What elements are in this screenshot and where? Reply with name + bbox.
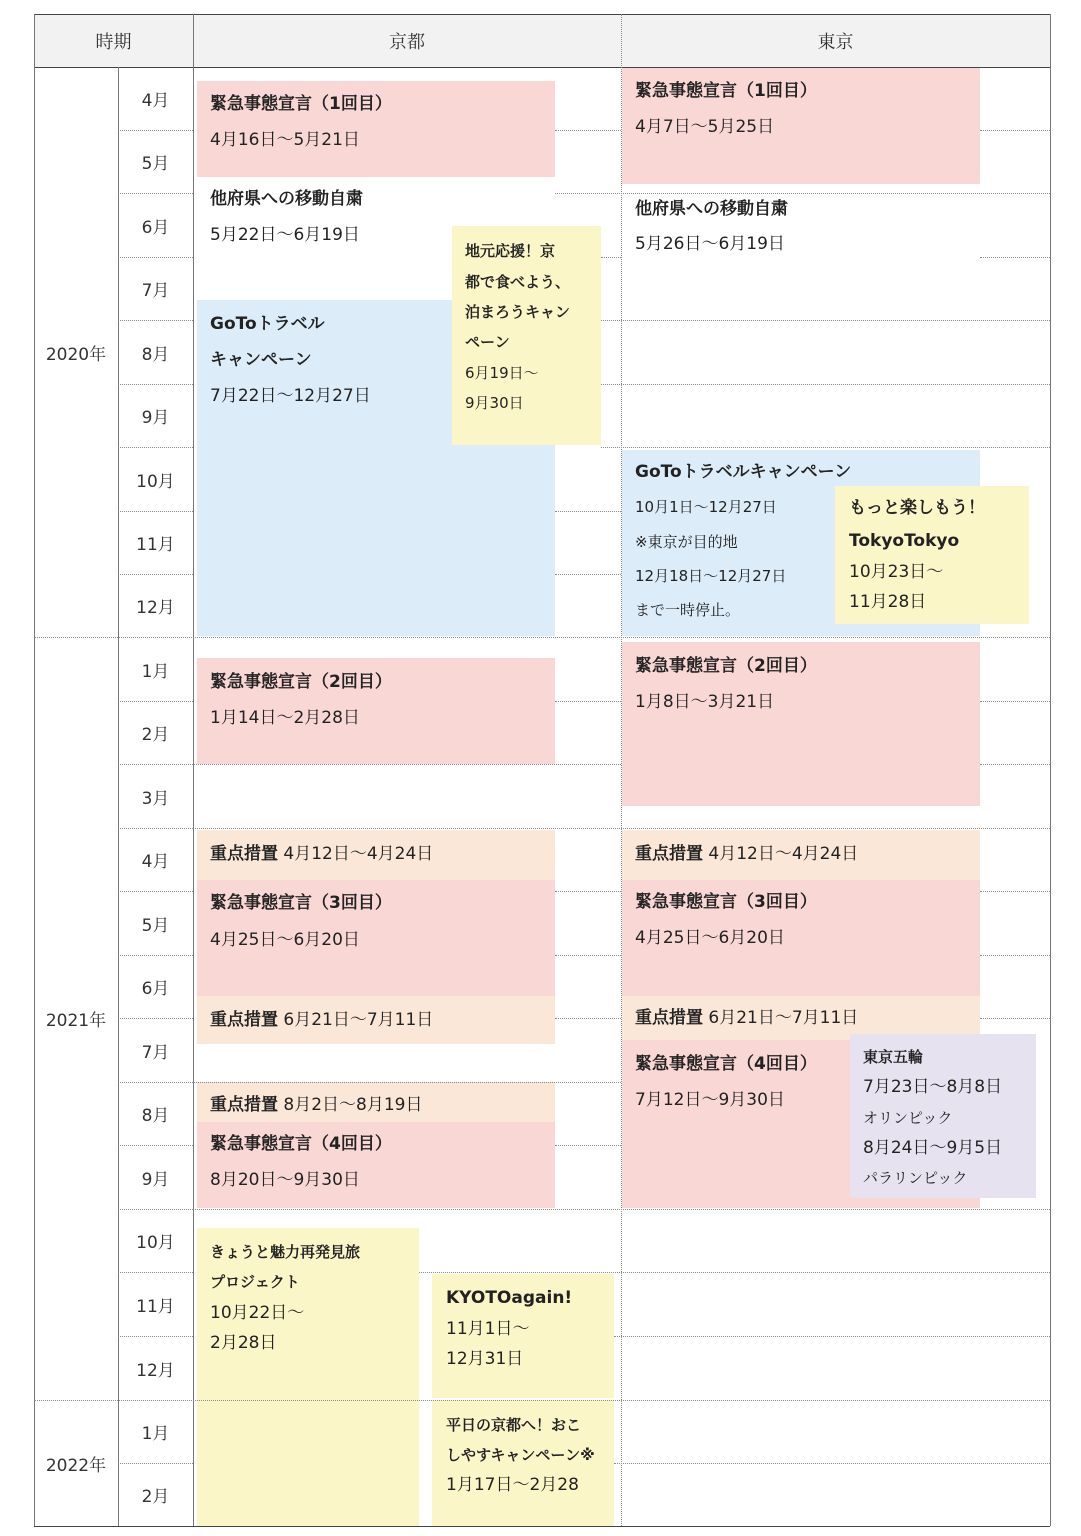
kyoto-emergency4-dates: 8月20日～9月30日 — [210, 1170, 360, 1190]
month-cell: 6月 — [141, 217, 170, 238]
grid-row-line — [193, 1082, 621, 1083]
tokyo-travel-restraint-dates: 5月26日～6月19日 — [635, 234, 785, 254]
tokyo-emergency2-dates: 1月8日～3月21日 — [635, 692, 775, 712]
kyoto-goto-line2: キャンペーン — [210, 350, 312, 370]
kyoto-local-support-line2: 都で食べよう、 — [465, 273, 571, 291]
grid-row-line — [555, 891, 621, 892]
tokyo-priority2-dates: 6月21日～7月11日 — [708, 1008, 859, 1028]
month-cell: 12月 — [136, 598, 175, 618]
month-cell: 1月 — [141, 661, 170, 682]
grid-row-line — [980, 130, 1050, 131]
tokyo-motto-line2: TokyoTokyo — [849, 531, 960, 551]
kyoto-travel-restraint-dates: 5月22日～6月19日 — [210, 225, 360, 245]
month-cell: 5月 — [141, 915, 170, 936]
grid-row-line — [980, 955, 1050, 956]
month-cell: 4月 — [141, 852, 170, 872]
header-tokyo: 東京 — [621, 14, 1050, 67]
kyoto-again-line2: 11月1日～ — [446, 1319, 530, 1339]
tokyo-priority1-dates: 4月12日～4月24日 — [708, 844, 859, 864]
grid-row-line — [193, 828, 1050, 829]
tokyo-olympics-line5: パラリンピック — [863, 1169, 968, 1187]
tokyo-priority2-label: 重点措置 — [635, 1008, 703, 1028]
month-cell: 7月 — [141, 1042, 170, 1063]
tokyo-motto-line4: 11月28日 — [849, 592, 927, 612]
tokyo-olympics-line2: 7月23日～8月8日 — [863, 1077, 1003, 1097]
kyoto-local-support-line6: 9月30日 — [465, 394, 524, 412]
kyoto-emergency3-dates: 4月25日～6月20日 — [210, 930, 360, 950]
grid-row-line — [555, 511, 621, 512]
year-2021: 2021年 — [45, 1011, 107, 1031]
tokyo-olympics-line3: オリンピック — [863, 1109, 953, 1127]
grid-row-line — [980, 257, 1050, 258]
kyoto-priority2-label: 重点措置 — [210, 1010, 278, 1030]
tokyo-emergency1-dates: 4月7日～5月25日 — [635, 117, 775, 137]
grid-row-line — [601, 257, 621, 258]
grid-month-kyoto — [193, 14, 194, 1526]
kyoto-emergency2-dates: 1月14日～2月28日 — [210, 708, 360, 728]
grid-row-line — [193, 1209, 1050, 1210]
month-cell: 12月 — [136, 1360, 175, 1381]
header-kyoto: 京都 — [193, 14, 621, 67]
month-cell: 10月 — [136, 471, 175, 492]
kyoto-rediscover-line2: プロジェクト — [210, 1273, 300, 1291]
month-cell: 2月 — [141, 1487, 170, 1507]
tokyo-emergency3-dates: 4月25日～6月20日 — [635, 928, 785, 948]
grid-row-line — [614, 1336, 1050, 1337]
kyoto-local-support-line3: 泊まろうキャン — [465, 303, 571, 321]
tokyo-travel-restraint-title: 他府県への移動自粛 — [635, 199, 788, 219]
grid-kyoto-tokyo — [621, 14, 622, 1526]
kyoto-goto-line1: GoToトラベル — [210, 314, 325, 334]
kyoto-priority3 — [210, 1094, 423, 1116]
kyoto-weekday-line2: しやすキャンペーン※ — [446, 1446, 595, 1464]
tokyo-goto-note1: ※東京が目的地 — [635, 533, 738, 551]
grid-row-line — [980, 764, 1050, 765]
grid-row-line — [555, 955, 621, 956]
grid-row-line — [980, 891, 1050, 892]
month-cell: 8月 — [141, 1106, 170, 1126]
tokyo-emergency2-title: 緊急事態宣言（2回目） — [635, 656, 817, 676]
month-cell: 6月 — [141, 979, 170, 999]
kyoto-emergency1-title: 緊急事態宣言（1回目） — [210, 94, 392, 114]
kyoto-priority1 — [210, 843, 433, 865]
kyoto-emergency2-title: 緊急事態宣言（2回目） — [210, 672, 392, 692]
grid-row-line — [419, 1272, 1050, 1273]
grid-row-line — [601, 320, 1050, 321]
grid-row-line — [555, 1145, 621, 1146]
kyoto-local-support-line1: 地元応援！京 — [465, 242, 556, 260]
grid-bottom — [34, 1526, 1050, 1527]
month-cell: 9月 — [141, 1169, 170, 1190]
month-cell: 1月 — [141, 1424, 170, 1444]
month-cell: 4月 — [141, 91, 170, 111]
year-2022: 2022年 — [45, 1455, 107, 1476]
grid-top — [34, 14, 1050, 15]
grid-row-line — [601, 384, 1050, 385]
grid-row-line — [555, 1018, 621, 1019]
tokyo-motto-line3: 10月23日～ — [849, 562, 944, 582]
kyoto-emergency3-title: 緊急事態宣言（3回目） — [210, 893, 392, 913]
month-cell: 11月 — [136, 1296, 175, 1317]
grid-row-line — [555, 193, 1050, 194]
grid-row-line — [555, 701, 621, 702]
tokyo-emergency3-title: 緊急事態宣言（3回目） — [635, 892, 817, 912]
kyoto-weekday-line1: 平日の京都へ！おこ — [446, 1416, 582, 1434]
tokyo-goto-note2: 12月18日～12月27日 — [635, 567, 787, 585]
kyoto-emergency4-title: 緊急事態宣言（4回目） — [210, 1134, 392, 1154]
kyoto-priority1-label: 重点措置 — [210, 844, 278, 864]
tokyo-goto-dates: 10月1日～12月27日 — [635, 498, 777, 516]
month-cell: 3月 — [141, 788, 170, 809]
header-period: 時期 — [34, 14, 193, 67]
kyoto-again-line3: 12月31日 — [446, 1349, 524, 1369]
grid-right — [1050, 14, 1051, 1526]
tokyo-motto-line1: もっと楽しもう！ — [849, 498, 985, 518]
kyoto-rediscover-line1: きょうと魅力再発見旅 — [210, 1243, 361, 1261]
month-cell: 9月 — [141, 408, 170, 428]
grid-row-line — [614, 1463, 1050, 1464]
grid-row-line — [193, 764, 621, 765]
kyoto-rediscover-line3: 10月22日～ — [210, 1303, 305, 1323]
month-cell: 8月 — [141, 344, 170, 365]
grid-row-line — [980, 1018, 1050, 1019]
month-cell: 10月 — [136, 1233, 175, 1253]
grid-row-line — [601, 447, 1050, 448]
grid-row-line — [555, 130, 621, 131]
tokyo-goto-title: GoToトラベルキャンペーン — [635, 462, 852, 482]
kyoto-travel-restraint-title: 他府県への移動自粛 — [210, 189, 363, 209]
month-cell: 5月 — [141, 154, 170, 174]
kyoto-emergency1-dates: 4月16日～5月21日 — [210, 130, 360, 150]
tokyo-priority1-label: 重点措置 — [635, 844, 703, 864]
month-cell: 2月 — [141, 725, 170, 745]
grid-row-line — [980, 701, 1050, 702]
tokyo-priority1 — [635, 843, 858, 865]
kyoto-local-support-line5: 6月19日～ — [465, 364, 539, 382]
month-cell: 7月 — [141, 281, 170, 301]
kyoto-rediscover-line4: 2月28日 — [210, 1333, 277, 1353]
grid-row-line — [555, 574, 621, 575]
kyoto-again-line1: KYOTOagain! — [446, 1288, 573, 1308]
kyoto-priority3-label: 重点措置 — [210, 1095, 278, 1115]
tokyo-olympics-line1: 東京五輪 — [863, 1048, 924, 1066]
kyoto-priority1-dates: 4月12日～4月24日 — [283, 844, 434, 864]
kyoto-priority3-dates: 8月2日～8月19日 — [283, 1095, 423, 1115]
tokyo-emergency4-dates: 7月12日～9月30日 — [635, 1090, 785, 1110]
tokyo-emergency1-title: 緊急事態宣言（1回目） — [635, 81, 817, 101]
kyoto-weekday-line3: 1月17日～2月28 — [446, 1475, 579, 1495]
kyoto-priority2-dates: 6月21日～7月11日 — [283, 1010, 434, 1030]
year-2020: 2020年 — [45, 344, 107, 365]
tokyo-priority2 — [635, 1007, 858, 1029]
kyoto-local-support-line4: ペーン — [465, 333, 510, 351]
tokyo-goto-note3: まで一時停止。 — [635, 601, 741, 619]
month-cell: 11月 — [136, 535, 175, 555]
tokyo-emergency4-title: 緊急事態宣言（4回目） — [635, 1054, 817, 1074]
kyoto-priority2 — [210, 1009, 433, 1031]
kyoto-goto-dates: 7月22日～12月27日 — [210, 386, 371, 406]
tokyo-olympics-line4: 8月24日～9月5日 — [863, 1138, 1003, 1158]
